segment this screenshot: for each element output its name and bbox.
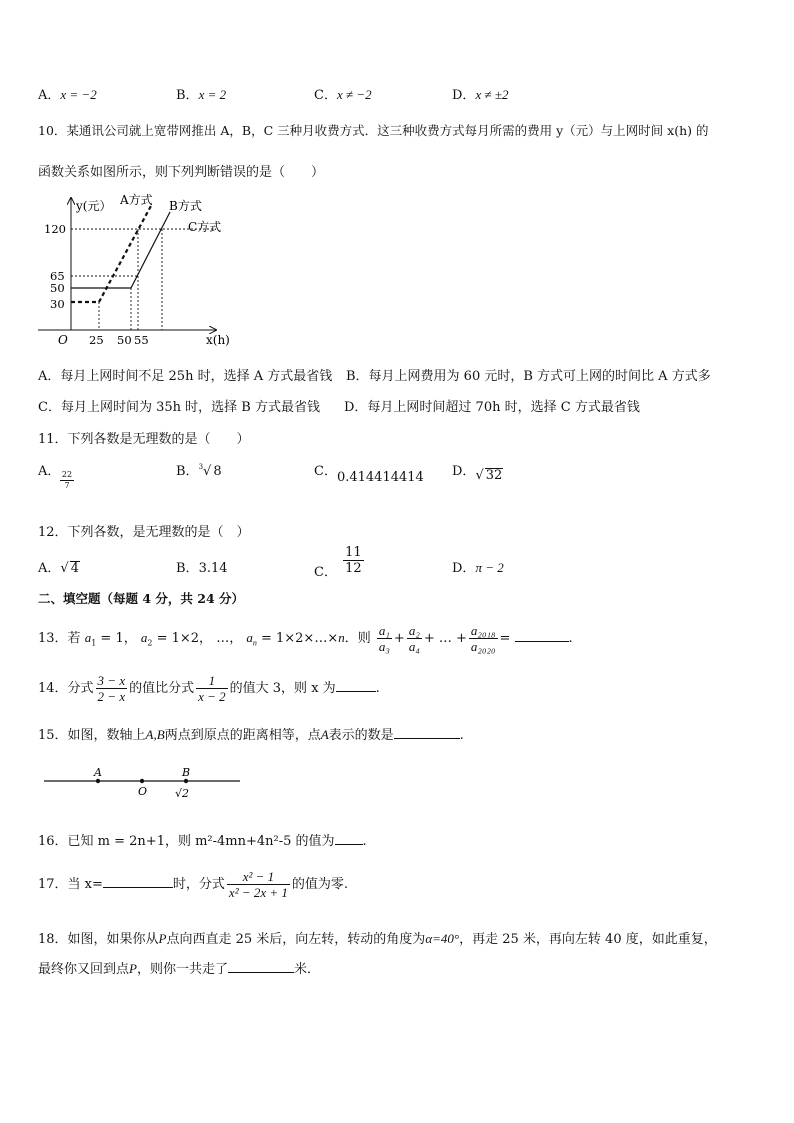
- q9-option-d-label: D．: [452, 88, 476, 103]
- q18-line2-a: 最终你又回到点: [38, 962, 130, 977]
- q11-stem: 11．下列各数是无理数的是（ ）: [38, 432, 250, 447]
- q17-line: [38, 866, 348, 904]
- q18-alpha: α=40°: [425, 931, 460, 946]
- q11-option-a-fraction: [60, 470, 74, 491]
- q12-stem: 12．下列各数，是无理数的是（ ）: [38, 525, 250, 540]
- q9-option-a-value: x = −2: [60, 87, 97, 102]
- q18-line2-c: 米．: [293, 962, 320, 977]
- q14-fraction-1-den: 2 − x: [97, 689, 126, 704]
- q14-fraction-2-den: x − 2: [198, 689, 226, 704]
- q11-option-c-label: C．: [314, 464, 337, 479]
- q15-ab: A,B: [145, 727, 165, 742]
- q15-point-o: [140, 779, 144, 783]
- q10-x-tick-55: 55: [134, 333, 149, 347]
- q13-a2: a: [140, 630, 148, 645]
- q10-x-tick-50: 50: [117, 333, 132, 347]
- q18-p: P: [158, 931, 167, 946]
- q11-option-b-label: B．: [176, 464, 199, 479]
- q14-fraction-2-num: 1: [196, 673, 228, 689]
- q13-an-sub: n: [252, 638, 257, 648]
- q13-a2-eq: = 1×2，: [152, 631, 213, 646]
- q18-line2-b: ，则你一共走了: [136, 962, 228, 977]
- q12-option-d-value: π − 2: [475, 560, 504, 575]
- q13-then: ．则: [344, 631, 371, 646]
- q10-option-c: C．每月上网时间为 35h 时，选择 B 方式最省钱: [38, 400, 320, 415]
- q13-a1-sub: 1: [91, 638, 97, 648]
- q15-prefix: 15．如图，数轴上: [38, 728, 146, 743]
- q10-x-tick-25: 25: [89, 333, 104, 347]
- q12-option-a: [38, 557, 80, 576]
- q10-y-tick-50: 50: [50, 281, 65, 295]
- q9-option-d: [452, 84, 508, 103]
- q12-option-d: [452, 557, 504, 576]
- q15-label-a: A: [94, 766, 102, 779]
- q10-option-b: B．每月上网费用为 60 元时，B 方式可上网的时间比 A 方式多: [346, 369, 711, 384]
- q12-option-d-label: D．: [452, 561, 476, 576]
- q12-option-b: [176, 557, 228, 576]
- q11-option-c: [314, 460, 424, 485]
- q15-label-b: B: [182, 766, 191, 779]
- q12-option-a-label: A．: [38, 561, 61, 576]
- q13-n: n: [338, 630, 345, 645]
- q17-fraction-den: x² − 2x + 1: [228, 885, 288, 900]
- q13-answer-blank[interactable]: [515, 629, 569, 642]
- q13-fraction-1-num: a₁: [378, 623, 390, 638]
- q11-option-a-numerator: 22: [61, 470, 73, 479]
- q10-option-a: A．每月上网时间不足 25h 时，选择 A 方式最省钱: [38, 369, 333, 384]
- q9-option-b-value: x = 2: [198, 87, 227, 102]
- q10-y-tick-30: 30: [50, 297, 65, 311]
- q15-answer-blank[interactable]: [394, 726, 460, 739]
- q10-y-tick-120: 120: [44, 222, 66, 236]
- q13-fraction-2-den: a₄: [408, 639, 420, 654]
- q14-suffix: 的值大 3，则 x 为: [229, 681, 336, 696]
- q12-option-b-label: B．: [176, 561, 199, 576]
- q9-option-c-value: x ≠ −2: [336, 87, 372, 102]
- q14-fraction-1-num: 3 − x: [97, 673, 126, 688]
- q18-p-2: P: [129, 961, 137, 976]
- q16-line: 16．已知 m = 2n+1，则 m²-4mn+4n²-5 的值为 .: [38, 834, 367, 849]
- q12-option-b-value: 3.14: [198, 561, 228, 576]
- q9-option-b: [176, 84, 226, 103]
- q12-option-c-fraction: [343, 545, 364, 576]
- q11-option-a: [38, 460, 60, 479]
- q10-y-axis-label: y(元）: [76, 199, 112, 213]
- q13-a1-eq: = 1，: [96, 631, 137, 646]
- q13-a2-sub: 2: [147, 638, 153, 648]
- q18-line-1: [38, 928, 717, 947]
- q13-fraction-2-num: a₂: [408, 623, 420, 638]
- q10-y-tick-65: 65: [50, 269, 65, 283]
- q13-fraction-1: [377, 623, 392, 654]
- q10-stem-line1: 10．某通讯公司就上宽带网推出 A，B，C 三种月收费方式．这三种收费方式每月所需的费用 y（元）与上网时间 x(h) 的: [38, 123, 709, 138]
- q18-line1-b: 点向西直走 25 米后，向左转，转动的角度为: [166, 932, 426, 947]
- q13-prefix: 13．若: [38, 631, 81, 646]
- q11-option-a-denominator: 7: [64, 481, 70, 490]
- q11-option-c-value: 0.414414414: [336, 470, 424, 485]
- q15-point-b: [184, 779, 188, 783]
- q13-fraction-3-num: a₂₀₁₈: [470, 623, 496, 638]
- q9-option-c: [314, 84, 372, 103]
- q14-fraction-1: [96, 673, 128, 704]
- q11-option-d-label: D．: [452, 464, 476, 479]
- q17-prefix: 17．当 x=: [38, 877, 103, 892]
- q13-equals: =: [499, 631, 511, 646]
- q17-fraction: [227, 869, 290, 900]
- q18-answer-blank[interactable]: [228, 960, 294, 973]
- q15-label-o: O: [138, 785, 148, 798]
- q10-graph: [38, 190, 268, 350]
- q14-fraction-2: [196, 673, 228, 704]
- q15-label-b-value: √2: [175, 787, 190, 800]
- q18-line-2: [38, 958, 320, 977]
- q9-option-a-label: A．: [38, 88, 61, 103]
- q13-plus-dots: + … +: [423, 631, 467, 646]
- q14-prefix: 14．分式: [38, 681, 94, 696]
- q9-option-b-label: B．: [176, 88, 199, 103]
- q13-an-eq: = 1×2×…×: [256, 631, 339, 646]
- q12-option-a-radicand: 4: [70, 561, 79, 576]
- q13-fraction-3: [469, 623, 498, 654]
- q10-series-b-rise: [131, 212, 170, 288]
- q13-fraction-3-den: a₂₀₂₀: [470, 639, 496, 654]
- q13-fraction-1-den: a₃: [378, 639, 390, 654]
- q10-option-d: D．每月上网时间超过 70h 时，选择 C 方式最省钱: [344, 400, 640, 415]
- q11-option-d-radicand: 32: [485, 468, 503, 483]
- q10-series-a-label: A方式: [120, 193, 153, 207]
- q15-mid: 两点到原点的距离相等，点: [164, 728, 321, 743]
- q15-point-a: [96, 779, 100, 783]
- section-2-heading: 二、填空题（每题 4 分，共 24 分）: [38, 591, 245, 606]
- q13-an: a: [246, 630, 253, 645]
- q14-mid: 的值比分式: [129, 681, 195, 696]
- q18-line1-a: 18．如图，如果你从: [38, 932, 159, 947]
- q9-option-c-label: C．: [314, 88, 337, 103]
- q11-option-d: [452, 460, 503, 483]
- radical-icon: √: [60, 561, 69, 576]
- q12-option-c-denominator: 12: [345, 561, 362, 576]
- q12-option-c-label: C．: [314, 565, 337, 580]
- q10-x-axis-label: x(h): [206, 333, 230, 347]
- q13-fraction-2: [407, 623, 422, 654]
- q12-option-c: [314, 545, 366, 580]
- q17-suffix: 的值为零.: [291, 877, 349, 892]
- q16-text: 16．已知 m = 2n+1，则 m²-4mn+4n²-5 的值为: [38, 834, 335, 849]
- q14-answer-blank[interactable]: [336, 679, 376, 692]
- q13-a1: a: [84, 630, 92, 645]
- q11-option-b-index: 3: [198, 463, 204, 471]
- q13-dots: …，: [216, 631, 243, 646]
- q11-option-b: [176, 460, 223, 479]
- radical-icon: √: [475, 468, 484, 483]
- q17-answer-blank[interactable]: [103, 875, 173, 888]
- q9-option-d-value: x ≠ ±2: [475, 87, 509, 102]
- q15-a: A: [320, 727, 329, 742]
- q12-option-c-numerator: 11: [345, 545, 362, 560]
- q15-line: 15．如图，数轴上A,B两点到原点的距离相等，点A表示的数是 .: [38, 727, 464, 743]
- q17-mid: 时，分式: [172, 877, 225, 892]
- q14-line: 14．分式 $\frac{3 - x}{2 - x}$ 的值比分式 $\frac{1}{x - 2}$ 的值大 3，则 x 为 .: [38, 673, 380, 704]
- q13-line: 13．若 $a_1 = 1$， $a_2 = 1\times 2$， …， $a_n$ = 1×2×…×n．则 $\frac{\text{a₁}}{\text{a₃}}$ + $\frac{\text{a₂}}{\text{a₄}}$ + … + $\frac{\text{a₂₀₁₈}}{\text{a₂₀₂₀}}$ = .: [38, 623, 573, 654]
- q18-line1-c: ，再走 25 米，再向左转 40 度，如此重复，: [459, 932, 717, 947]
- q11-option-b-radicand: 8: [213, 464, 222, 479]
- radical-icon: √: [203, 464, 212, 479]
- q9-options: [38, 84, 97, 103]
- q11-option-a-label: A．: [38, 464, 61, 479]
- q10-series-c-label: C方式: [188, 220, 222, 234]
- q10-series-a-rise: [99, 204, 152, 302]
- q10-stem-line2: 函数关系如图所示，则下列判断错误的是（ ）: [38, 165, 325, 180]
- q15-suffix: 表示的数是: [328, 728, 394, 743]
- q15-number-line: [40, 764, 250, 800]
- q10-origin-label: O: [58, 333, 68, 347]
- q10-series-b-label: B方式: [169, 199, 202, 213]
- q16-answer-blank[interactable]: [335, 832, 363, 845]
- q17-fraction-num: x² − 1: [227, 869, 290, 885]
